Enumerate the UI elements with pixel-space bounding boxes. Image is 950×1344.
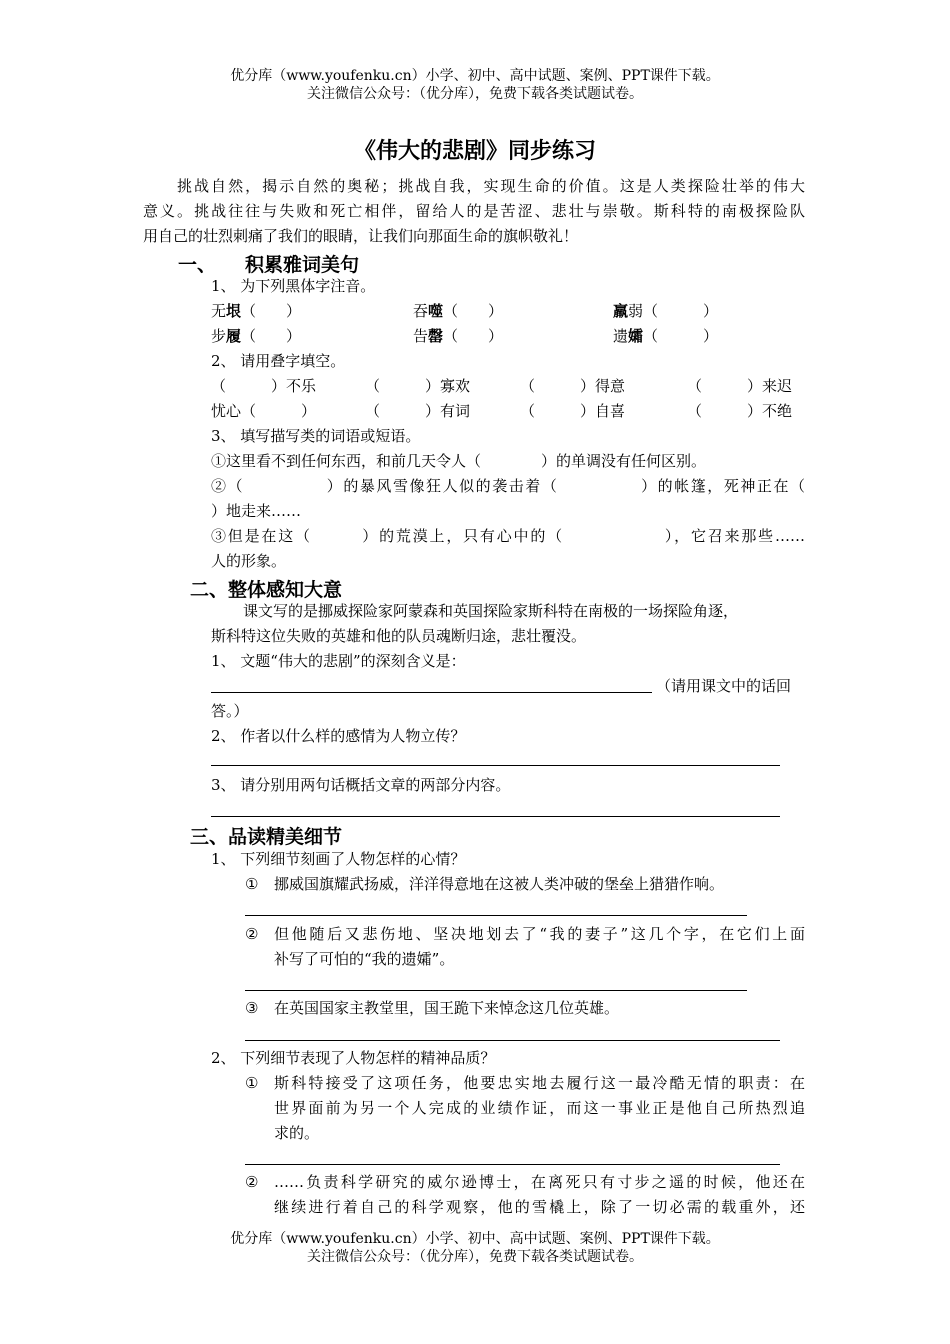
s1-q3-item-3-cont: 人的形象。	[211, 552, 287, 570]
item-number: ①	[245, 1074, 259, 1092]
section-1-heading: 积累雅词美句	[245, 254, 360, 276]
page-header-line-2: 关注微信公众号：（优分库），免费下载各类试题试卷。	[307, 86, 643, 102]
intro-line-3: 用自己的壮烈刺痛了我们的眼睛，让我们向那面生命的旗帜敬礼！	[143, 227, 579, 245]
answer-line[interactable]	[245, 990, 747, 991]
answer-line[interactable]	[245, 915, 747, 916]
s2-paragraph-line-1: 课文写的是挪威探险家阿蒙森和英国探险家斯科特在南极的一场探险角逐，	[243, 602, 739, 620]
s1-q3-item-1: ①这里看不到任何东西，和前几天令人（ ）的单调没有任何区别。	[211, 452, 707, 470]
item-text: ……负责科学研究的威尔逊博士，在离死只有寸步之遥的时候，他还在	[274, 1173, 805, 1191]
fill-item: （ ）自喜	[520, 402, 626, 420]
s1-q3-item-3: ③但是在这（ ）的荒漠上，只有心中的（ ），它召来那些……	[211, 527, 805, 545]
s1-question-2: 2、 请用叠字填空。	[211, 352, 346, 370]
fill-item: 忧心（ ）	[211, 402, 317, 420]
section-2-heading: 二、整体感知大意	[190, 579, 343, 601]
page-footer-line-1: 优分库（www.youfenku.cn）小学、初中、高中试题、案例、PPT课件下载。	[230, 1231, 720, 1247]
s1-question-1: 1、 为下列黑体字注音。	[211, 277, 376, 295]
s3-question-2: 2、 下列细节表现了人物怎样的精神品质？	[211, 1049, 496, 1067]
intro-line-2: 意义。挑战往往与失败和死亡相伴，留给人的是苦涩、悲壮与崇敬。斯科特的南极探险队	[143, 202, 805, 220]
pinyin-item: 步履（ ）	[211, 327, 302, 345]
s2-question-2: 2、 作者以什么样的感情为人物立传？	[211, 727, 466, 745]
answer-line[interactable]	[245, 1164, 780, 1165]
answer-line[interactable]	[245, 1040, 780, 1041]
section-1-number: 一、	[178, 254, 217, 276]
s3-question-1: 1、 下列细节刻画了人物怎样的心情？	[211, 850, 466, 868]
s2-question-3: 3、 请分别用两句话概括文章的两部分内容。	[211, 776, 511, 794]
item-text: 世界面前为另一个人完成的业绩作证，而这一事业正是他自己所热烈追	[274, 1099, 805, 1117]
page-title: 《伟大的悲剧》同步练习	[353, 139, 596, 164]
s2-question-1: 1、 文题“伟大的悲剧”的深刻含义是：	[211, 652, 466, 670]
intro-line-1: 挑战自然，揭示自然的奥秘；挑战自我，实现生命的价值。这是人类探险壮举的伟大	[177, 177, 805, 195]
pinyin-item: 遗孀（ ）	[613, 327, 719, 345]
s2-q1-hint: （请用课文中的话回	[656, 677, 792, 695]
s1-question-3: 3、 填写描写类的词语或短语。	[211, 427, 421, 445]
item-text: 补写了可怕的“我的遗孀”。	[274, 950, 455, 968]
fill-item: （ ）有词	[365, 402, 471, 420]
item-number: ①	[245, 875, 259, 893]
item-number: ②	[245, 1173, 259, 1191]
fill-item: （ ）不乐	[211, 377, 317, 395]
answer-line[interactable]	[211, 816, 780, 817]
page-footer-line-2: 关注微信公众号：（优分库），免费下载各类试题试卷。	[307, 1249, 643, 1265]
answer-line[interactable]	[211, 765, 780, 766]
s2-q1-hint-cont: 答。）	[211, 702, 249, 720]
answer-line[interactable]	[211, 692, 652, 693]
pinyin-item: 吞噬（ ）	[413, 302, 504, 320]
pinyin-item: 无垠（ ）	[211, 302, 302, 320]
pinyin-item: 羸弱（ ）	[613, 302, 719, 320]
item-number: ②	[245, 925, 259, 943]
fill-item: （ ）不绝	[687, 402, 793, 420]
item-text: 在英国国家主教堂里，国王跪下来悼念这几位英雄。	[274, 999, 620, 1017]
item-number: ③	[245, 999, 259, 1017]
item-text: 继续进行着自己的科学观察，他的雪橇上，除了一切必需的载重外，还	[274, 1198, 805, 1216]
item-text: 求的。	[274, 1124, 320, 1142]
fill-item: （ ）得意	[520, 377, 626, 395]
fill-item: （ ）来迟	[687, 377, 793, 395]
s1-q3-item-2-cont: ）地走来……	[211, 502, 302, 520]
pinyin-item: 告罄（ ）	[413, 327, 504, 345]
item-text: 斯科特接受了这项任务，他要忠实地去履行这一最冷酷无情的职责：在	[274, 1074, 805, 1092]
item-text: 挪威国旗耀武扬威，洋洋得意地在这被人类冲破的堡垒上猎猎作响。	[274, 875, 725, 893]
s2-paragraph-line-2: 斯科特这位失败的英雄和他的队员魂断归途，悲壮覆没。	[211, 627, 587, 645]
item-text: 但他随后又悲伤地、坚决地划去了“我的妻子”这几个字，在它们上面	[274, 925, 805, 943]
section-3-heading: 三、品读精美细节	[190, 826, 343, 848]
s1-q3-item-2: ②（ ）的暴风雪像狂人似的袭击着（ ）的帐篷，死神正在（	[211, 477, 805, 495]
page-header-line-1: 优分库（www.youfenku.cn）小学、初中、高中试题、案例、PPT课件下载。	[230, 68, 720, 84]
fill-item: （ ）寡欢	[365, 377, 471, 395]
